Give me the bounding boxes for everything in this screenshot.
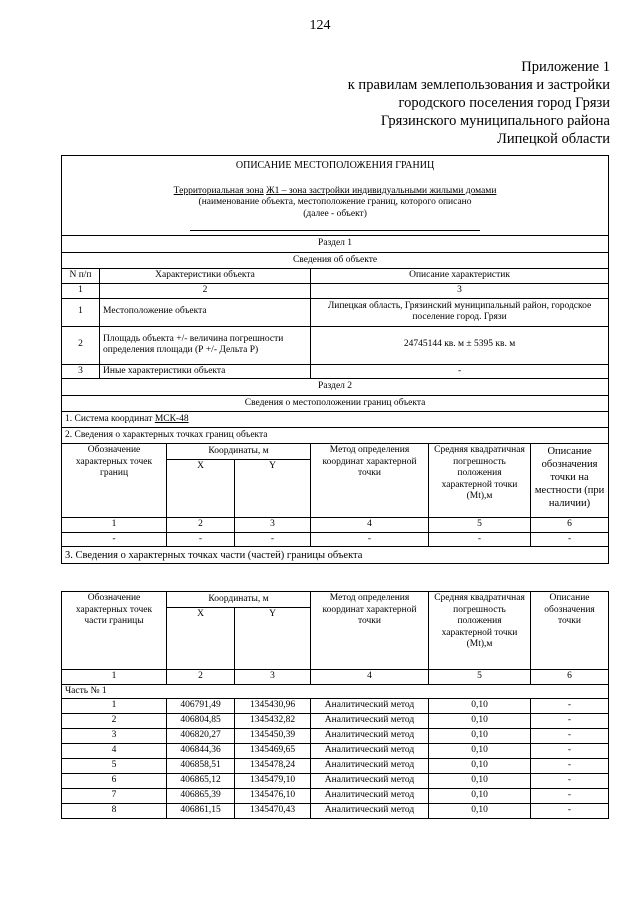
- accuracy: 0,10: [429, 714, 531, 729]
- dash-cell: -: [311, 532, 429, 547]
- accuracy-header: Средняя квадратичная погрешность положения характерной точки (Mt),м: [429, 592, 531, 670]
- accuracy: 0,10: [429, 729, 531, 744]
- y-coordinate: 1345479,10: [235, 774, 311, 789]
- y-coordinate: 1345450,39: [235, 729, 311, 744]
- zone-note: (наименование объекта, местоположение границ, которого описано: [198, 197, 472, 207]
- table-row: [62, 699, 609, 714]
- index-cell: 2: [100, 284, 311, 299]
- x-coordinate: 406861,15: [167, 804, 235, 819]
- index-cell: 6: [531, 670, 609, 685]
- table-row: [62, 729, 609, 744]
- index-cell: 1: [62, 670, 167, 685]
- parts-title: 3. Сведения о характерных точках части (частей) границы объекта: [62, 547, 609, 564]
- col-char-header: Характеристики объекта: [100, 269, 311, 284]
- section-2-subtitle: Сведения о местоположении границ объекта: [62, 396, 609, 412]
- index-cell: 1: [62, 284, 100, 299]
- y-coordinate: 1345430,96: [235, 699, 311, 714]
- section-1-label: Раздел 1: [62, 236, 609, 253]
- x-coordinate: 406865,39: [167, 789, 235, 804]
- section-2-label: Раздел 2: [62, 379, 609, 396]
- method-header: Метод определения координат характерной точки: [311, 444, 429, 518]
- characteristic-name: Площадь объекта +/- величина погрешности определения площади (Р +/- Дельта Р): [100, 326, 311, 364]
- zone-prefix: Территориальная зона: [173, 185, 264, 196]
- coordinate-system-prefix: 1. Система координат: [65, 413, 153, 424]
- row-number: 3: [62, 364, 100, 379]
- y-coordinate: 1345478,24: [235, 759, 311, 774]
- method-header: Метод определения координат характерной точки: [311, 592, 429, 670]
- index-cell: 3: [235, 670, 311, 685]
- point-number: 5: [62, 759, 167, 774]
- dash-cell: -: [429, 532, 531, 547]
- table-row: [62, 804, 609, 819]
- zone-line: [65, 186, 605, 198]
- point-number: 4: [62, 744, 167, 759]
- x-coordinate: 406791,49: [167, 699, 235, 714]
- y-coordinate: 1345476,10: [235, 789, 311, 804]
- accuracy: 0,10: [429, 759, 531, 774]
- row-number: 2: [62, 326, 100, 364]
- characteristic-desc: -: [311, 364, 609, 379]
- x-coordinate: 406858,51: [167, 759, 235, 774]
- table-row: [62, 774, 609, 789]
- index-cell: 5: [429, 518, 531, 533]
- characteristic-desc: Липецкая область, Грязинский муниципальный район, городское поселение город. Грязи: [311, 298, 609, 326]
- x-coordinate: 406844,36: [167, 744, 235, 759]
- point-description: -: [531, 714, 609, 729]
- method: Аналитический метод: [311, 774, 429, 789]
- col-desc-header: Описание характеристик: [311, 269, 609, 284]
- appendix-line: Липецкой области: [497, 131, 610, 147]
- point-description: -: [531, 729, 609, 744]
- accuracy: 0,10: [429, 774, 531, 789]
- table-row: [62, 759, 609, 774]
- x-header: X: [167, 460, 235, 518]
- index-cell: 4: [311, 670, 429, 685]
- y-header: Y: [235, 608, 311, 670]
- zone-name: Ж1 – зона застройки индивидуальными жилыми домами: [266, 185, 497, 196]
- point-number: 8: [62, 804, 167, 819]
- index-cell: 3: [311, 284, 609, 299]
- document-title-block: [62, 156, 609, 236]
- accuracy: 0,10: [429, 744, 531, 759]
- point-description: -: [531, 699, 609, 714]
- col-num-header: N п/п: [62, 269, 100, 284]
- method: Аналитический метод: [311, 759, 429, 774]
- accuracy: 0,10: [429, 789, 531, 804]
- method: Аналитический метод: [311, 699, 429, 714]
- index-cell: 6: [531, 518, 609, 533]
- point-number: 3: [62, 729, 167, 744]
- method: Аналитический метод: [311, 714, 429, 729]
- index-cell: 4: [311, 518, 429, 533]
- y-coordinate: 1345469,65: [235, 744, 311, 759]
- index-cell: 2: [167, 518, 235, 533]
- zone-note-2: (далее - объект): [303, 208, 367, 219]
- appendix-line: городского поселения город Грязи: [398, 95, 610, 111]
- point-description: -: [531, 759, 609, 774]
- designation-header: Обозначение характерных точек части границы: [62, 592, 167, 670]
- method: Аналитический метод: [311, 789, 429, 804]
- accuracy: 0,10: [429, 804, 531, 819]
- index-cell: 5: [429, 670, 531, 685]
- dash-cell: -: [62, 532, 167, 547]
- method: Аналитический метод: [311, 744, 429, 759]
- coordinate-system-line: [62, 412, 609, 428]
- table-row: [62, 744, 609, 759]
- characteristic-name: Местоположение объекта: [100, 298, 311, 326]
- accuracy-header: Средняя квадратичная погрешность положения характерной точки (Mt),м: [429, 444, 531, 518]
- point-number: 6: [62, 774, 167, 789]
- appendix-line: к правилам землепользования и застройки: [347, 77, 610, 93]
- point-description: -: [531, 744, 609, 759]
- part-points-table: [61, 591, 609, 819]
- method: Аналитический метод: [311, 804, 429, 819]
- part-rows: [62, 699, 609, 819]
- page-number: 124: [309, 18, 331, 33]
- coords-header: Координаты, м: [167, 444, 311, 460]
- point-description-header: Описание обозначения точки: [531, 592, 609, 670]
- point-number: 2: [62, 714, 167, 729]
- point-description-header: Описание обозначения точки на местности (при наличии): [531, 444, 609, 518]
- row-number: 1: [62, 298, 100, 326]
- point-description: -: [531, 789, 609, 804]
- point-description: -: [531, 804, 609, 819]
- point-description: -: [531, 774, 609, 789]
- point-number: 1: [62, 699, 167, 714]
- part-label: Часть № 1: [62, 684, 609, 699]
- coordinate-system-name: МСК-48: [154, 413, 189, 424]
- boundary-description-table: [61, 155, 609, 564]
- accuracy: 0,10: [429, 699, 531, 714]
- coords-header: Координаты, м: [167, 592, 311, 608]
- table-row: [62, 714, 609, 729]
- document-title: ОПИСАНИЕ МЕСТОПОЛОЖЕНИЯ ГРАНИЦ: [235, 160, 435, 171]
- dash-cell: -: [167, 532, 235, 547]
- x-coordinate: 406820,27: [167, 729, 235, 744]
- x-coordinate: 406865,12: [167, 774, 235, 789]
- characteristic-name: Иные характеристики объекта: [100, 364, 311, 379]
- y-coordinate: 1345432,82: [235, 714, 311, 729]
- char-points-title: 2. Сведения о характерных точках границ объекта: [62, 428, 609, 444]
- point-number: 7: [62, 789, 167, 804]
- appendix-line: Грязинского муниципального района: [380, 113, 610, 129]
- section-1-subtitle: Сведения об объекте: [62, 253, 609, 269]
- signature-line: [190, 230, 480, 231]
- appendix-line: Приложение 1: [521, 59, 610, 75]
- x-header: X: [167, 608, 235, 670]
- y-coordinate: 1345470,43: [235, 804, 311, 819]
- x-coordinate: 406804,85: [167, 714, 235, 729]
- index-cell: 2: [167, 670, 235, 685]
- appendix-heading: [290, 58, 610, 148]
- y-header: Y: [235, 460, 311, 518]
- table-row: [62, 789, 609, 804]
- designation-header: Обозначение характерных точек границ: [62, 444, 167, 518]
- index-cell: 1: [62, 518, 167, 533]
- index-cell: 3: [235, 518, 311, 533]
- method: Аналитический метод: [311, 729, 429, 744]
- dash-cell: -: [531, 532, 609, 547]
- dash-cell: -: [235, 532, 311, 547]
- characteristic-desc: 24745144 кв. м ± 5395 кв. м: [311, 326, 609, 364]
